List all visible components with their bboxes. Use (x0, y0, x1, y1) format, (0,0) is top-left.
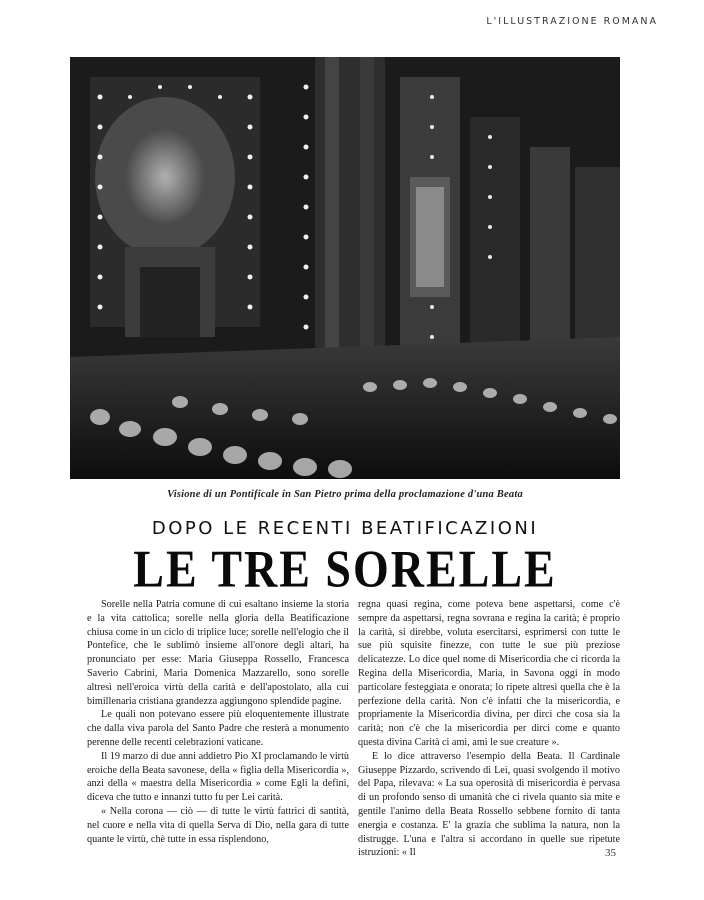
paragraph: « Nella corona — ciò — di tutte le virtù fattrici di santità, nel cuore e nella vita di quella Serva di Dio, nella gara di tutte quante le virtù, chè tutte in essa risplendono, (87, 805, 349, 845)
paragraph: E lo dice attraverso l'esempio della Beata. Il Cardinale Giuseppe Pizzardo, scrivendo di Lei, quasi svolgendo il motivo del Papa, rilevava: « La sua operosità di misericordia è pervasa di un profondo senso di umanità che ci rivela quanto sia mite e gentile l'animo della Beata Rossello sebbene fornito di tanta energia e costanza. E' la grazia che sublima la natura, non la distrugge. L'una e l'altra si accordano in quelle sue ripetute istruzioni: « Il (358, 750, 620, 859)
paragraph: Sorelle nella Patria comune di cui esaltano insieme la storia e la vita cattolica; sorelle nella gloria della Beatificazione chiusa come in un ciclo di triplice luce; sorelle nell'elogio che il Pontefice, che le sublimò insieme all'onore degli altari, ha pronunciato per esse: Maria Giuseppa Rossello, Francesca Saverio Cabrini, Maria Domenica Mazzarello, sono sorelle altresì nell'eroica virtù della carità e dell'apostolato, alla cui bimillenaria cristiana grandezza aggiungono splendide pagine. (87, 599, 349, 707)
right-text-column (358, 598, 620, 860)
paragraph: Il 19 marzo di due anni addietro Pio XI proclamando le virtù eroiche della Beata savonese, della « figlia della Misericordia », anzi della « maestra della Misericordia » come Egli la definì, diceva che tutto e innanzi tutto fu per Lei carità. (87, 750, 349, 804)
article-headline: LE TRE SORELLE (133, 539, 557, 598)
basilica-photo (70, 57, 620, 479)
basilica-photo-illustration (70, 57, 620, 479)
running-head: L'ILLUSTRAZIONE ROMANA (486, 16, 658, 27)
photo-caption: Visione di un Pontificale in San Pietro prima della proclamazione d'una Beata (167, 489, 523, 500)
page-number: 35 (605, 847, 616, 859)
article-kicker: DOPO LE RECENTI BEATIFICAZIONI (151, 518, 539, 539)
paragraph-continuation: regna quasi regina, come poteva bene aspettarsi, come c'è sempre da aspettarsi, regna sovrana e regina la carità; è proprio la carità, si direbbe, voluta esercitarsi, esprimersi con tutte le sue più squisite finezze, con tutte le sue più preziose delicatezze. Lo dice quel nome di Misericordia che ci ricorda la Regina della Misericordia, Maria, in Savona oggi in modo particolare festeggiata e onorata; lo ripete altresì quella che è la perfezione della carità. Non c'è infatti che la misericordia, e propriamente la Misericordia divina, per dirci che cosa sia la carità; non c'è che la misericordia per dirci come e quanto questa divina Carità ci ami, ami le sue creature ». (358, 599, 620, 748)
paragraph: Le quali non potevano essere più eloquentemente illustrate che dalla viva parola del Santo Padre che resterà a monumento perenne delle recenti celebrazioni vaticane. (87, 709, 349, 748)
left-text-column (87, 598, 349, 846)
